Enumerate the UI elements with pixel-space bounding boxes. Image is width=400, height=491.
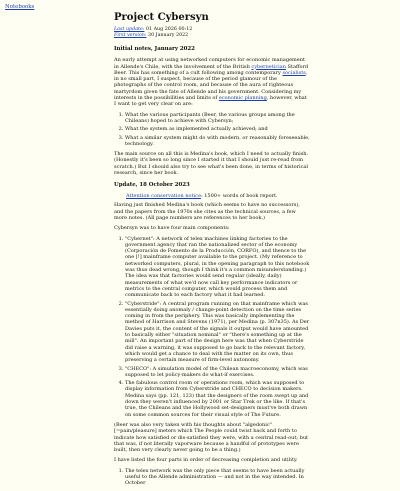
cybernetician-link[interactable]: cybernetician — [251, 63, 286, 70]
components-list — [114, 236, 310, 418]
page-metadata — [114, 27, 310, 39]
intro-text-c: , in no small part, I suspect, because of the period glamour of the photographs of the control room, and because of the aura of righteous martyrdom given the fate of Allende and his government. Considering my interests in the possibilities and limits of — [114, 69, 308, 102]
top-navigation — [5, 4, 34, 11]
socialists-link[interactable]: socialists — [282, 69, 306, 76]
list-item: 1. "Cybernet": A network of telex machines linking factories to the government agency that ran the nationalized sector of the economy (Corporación de Fomento de la Producción, CORFO), and thence to the one [!] mainframe computer available to the project. (My reference to networked computers, plural, in the opening paragraph to this notebook was thus dead wrong, though I think it's a common misunderstanding.) The idea was that factories would send regular (ideally, daily) measurements of what we'd now call key performance indicators or metrics to the central computer, which would process them and communicate back to each factory what it had learned. — [125, 236, 310, 299]
paragraph-finished-book: Having just finished Medina's book (which seems to have no successors), and the papers from the 1970s she cites as the technical sources, a few more notes. (All page numbers are references to her book.) — [114, 202, 300, 221]
intro-text-b: Stafford Beer. This has something of a cult following among contemporary — [114, 63, 309, 76]
parts-list — [114, 468, 310, 487]
list-item: 1. The telex network was the only piece that seems to have been actually useful to the Allende administration — and not in the way intended. In October — [125, 468, 310, 487]
last-update-label: Last update: — [114, 27, 145, 32]
attention-notice-text: : 1500+ words of book report. — [200, 193, 278, 200]
section-heading-update: Update, 18 October 2023 — [114, 182, 190, 189]
notebooks-link[interactable]: Notebooks — [5, 4, 35, 10]
section-heading-initial-notes: Initial notes, January 2022 — [114, 46, 195, 53]
economic-planning-link[interactable]: economic planning — [218, 95, 267, 102]
attention-notice — [114, 193, 310, 199]
list-item: 3. What a similar system might do with modern, or reasonably foreseeable, technology. — [125, 135, 310, 148]
goals-list — [114, 112, 310, 147]
list-item: 3. "CHECO": A simulation model of the Chilean macroeconomy, which was supposed to let policy-makers do what-if exercises. — [125, 366, 310, 379]
attention-conservation-link[interactable]: Attention conservation notice — [126, 193, 201, 200]
intro-text-a: An early attempt at using networked computers for economic management in Allende's Chile, with the involvement of the British — [114, 57, 305, 70]
first-version-label: First version: — [114, 33, 147, 39]
first-version-value: 30 January 2022 — [148, 33, 189, 39]
paragraph-main-source: The main source on all this is Medina's book, which I need to actually finish. (Honestly it's been so long since I started it that I should just re-read from scratch.) But I should also try to see what's been done, in terms of historical research, since her book. — [114, 151, 309, 177]
paragraph-order: I have listed the four parts in order of decreasing completion and utility. — [114, 457, 298, 464]
last-update-value: 01 Aug 2026 00:12 — [145, 27, 193, 32]
list-item: 2. What the system as implemented actually achieved; and — [125, 126, 310, 132]
paragraph-intro — [114, 57, 310, 107]
paragraph-algedonic: (Beer was also very taken with his thoughts about "algedonic" [=pain/pleasure] meters which The People could twist back and forth to indicate how satisfied or dis-satisfied they were, with a central read-out; but that was, if not literally vaporware because a handful of prototypes were built, then very clearly never going to be a thing.) — [114, 421, 309, 454]
paragraph-components-intro: Cybersyn was to have four main components: — [114, 225, 230, 232]
article — [114, 12, 310, 491]
intro-text-d: , however, what I want to get very clear on are: — [114, 95, 307, 108]
list-item: 1. What the various participants (Beer, the various groups among the Chileans) hoped to achieve with Cybersyn; — [125, 112, 310, 125]
page-title: Project Cybersyn — [114, 12, 209, 23]
list-item: 4. The fabulous control room or operations room, which was supposed to display information from Cyberstride and CHECO to decision makers. Medina says (pp. 121, 123) that the designers of the room swept up and down they weren't influenced by 2001 or Star Trek or the like. If that's true, the Chileans and the Hollywood set-designers must've both drawn on some common sources for their visual style of The Future. — [125, 380, 310, 418]
list-item: 2. "Cyberstride": A central program running on that mainframe which was essentially doing anomaly / change-point detection on the time series coming in from the periphery. This was basically implementing the method of Harrison and Stevens (1971), per Medina (p. 307n35). As Der Davies puts it, the content of the signals it output would have amounted to basically either "situation nominal" or "there's something up at the mill". An important part of the design here was that when Cyberstride did raise a warning, it was supposed to go back to the relevant factory, which would get a chance to deal with the matter on its own, thus preserving a certain measure of firm-level autonomy. — [125, 301, 310, 364]
